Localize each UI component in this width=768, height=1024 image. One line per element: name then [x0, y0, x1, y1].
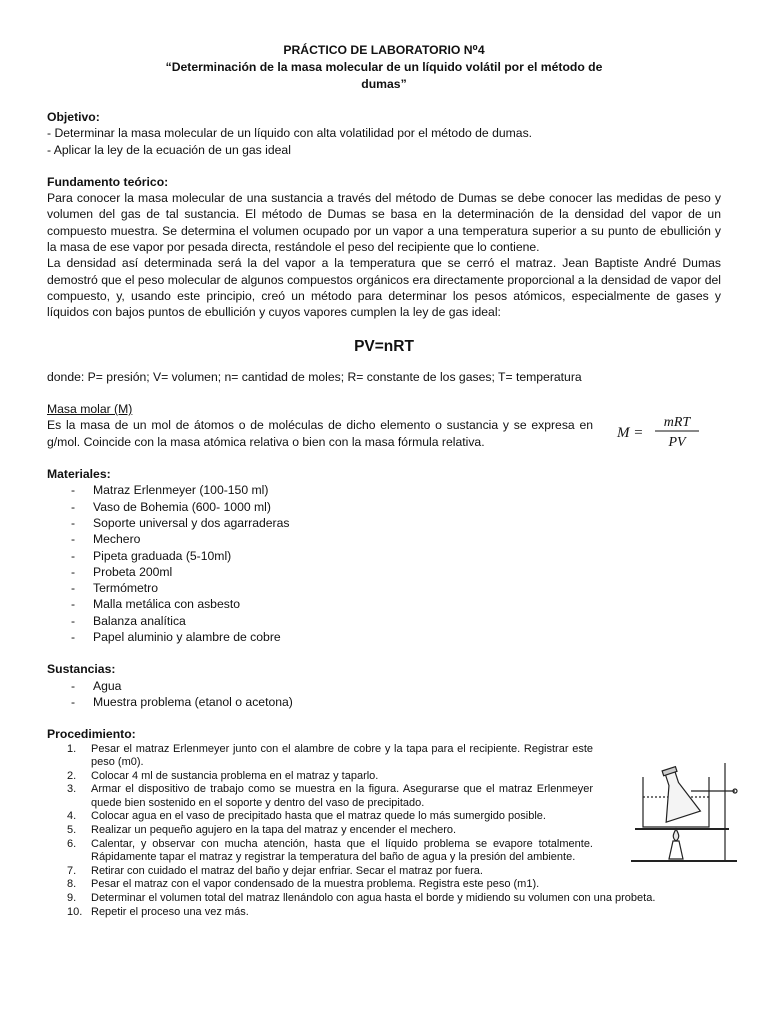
list-item: - Soporte universal y dos agarraderas [71, 515, 290, 530]
ideal-gas-formula: PV=nRT [354, 337, 414, 355]
burner [669, 841, 683, 859]
list-item: 1. Pesar el matraz Erlenmeyer junto con el alambre de cobre y la tapa para el recipiente. Registrar este peso (m0). [67, 742, 593, 769]
list-item: 6. Calentar, y observar con mucha atención, hasta que el líquido problema se evapore totalmente. Rápidamente tapar el matraz y registrar la temperatura del baño de agua y la presión del ambiente. [67, 837, 593, 864]
dash-bullet: - [71, 581, 76, 596]
materiales-list [47, 482, 721, 645]
objetivo-item: - Aplicar la ley de la ecuación de un gas ideal [47, 142, 291, 157]
apparatus-figure [629, 757, 739, 867]
list-item: 9. Determinar el volumen total del matraz llenándolo con agua hasta el borde y midiendo su volumen con una probeta. [67, 892, 656, 905]
dash-bullet: - [71, 548, 76, 563]
list-item: - Probeta 200ml [71, 564, 173, 579]
dash-bullet: - [71, 630, 76, 645]
equation-left: M = [617, 425, 644, 442]
list-item: - Agua [71, 678, 122, 693]
dash-bullet: - [71, 597, 76, 612]
procedimiento-section [47, 743, 721, 920]
fundamento-heading: Fundamento teórico: [47, 174, 169, 189]
list-item: - Balanza analítica [71, 613, 186, 628]
masa-molar-heading: Masa molar (M) [47, 402, 133, 417]
dash-bullet: - [71, 515, 76, 530]
list-item: 3. Armar el dispositivo de trabajo como se muestra en la figura. Asegurarse que el matraz Erlenmeyer quede bien sostenido en el soporte y dentro del vaso de precipitado. [67, 783, 593, 809]
flame [673, 829, 678, 841]
list-item: 4. Colocar agua en el vaso de precipitado hasta que el matraz quede lo más sumergido posible. [67, 810, 546, 823]
materiales-heading: Materiales: [47, 467, 111, 482]
objetivo-heading: Objetivo: [47, 110, 100, 124]
list-item: 5. Realizar un pequeño agujero en la tapa del matraz y encender el mechero. [67, 824, 457, 837]
dash-bullet: - [71, 499, 76, 514]
procedimiento-list [47, 743, 721, 920]
list-item: - Muestra problema (etanol o acetona) [71, 694, 293, 709]
list-item: - Matraz Erlenmeyer (100-150 ml) [71, 483, 269, 498]
objetivo-item: - Determinar la masa molecular de un líquido con alta volatilidad por el método de dumas. [47, 126, 533, 141]
list-item: - Malla metálica con asbesto [71, 597, 240, 612]
masa-molar-text: Es la masa de un mol de átomos o de moléculas de dicho elemento o sustancia y se expresa en g/mol. Coincide con la masa atómica relativa o bien con la masa fórmula relativa. [47, 418, 593, 449]
fundamento-paragraph-2: La densidad así determinada será la del vapor a la temperatura que se cerró el matraz. Jean Baptiste André Dumas demostró que el peso molecular de algunos compuestos orgánicos era directamente proporcional a la densidad de vapor del compuesto, y, usando este principio, creó un método para determinar los pesos atómicos, especialmente de gases y líquidos con bajos puntos de ebullición y cuyos vapores cumplen la ley de gas ideal: [47, 256, 721, 320]
document-page [47, 42, 721, 919]
dash-bullet: - [71, 678, 76, 693]
sustancias-heading: Sustancias: [47, 662, 116, 677]
dash-bullet: - [71, 613, 76, 628]
title-line-1: PRÁCTICO DE LABORATORIO N⁰4 [283, 43, 485, 57]
erlenmeyer-flask [651, 763, 701, 822]
title-block [47, 42, 721, 93]
list-item: 10. Repetir el proceso una vez más. [67, 905, 249, 918]
list-item: - Papel aluminio y alambre de cobre [71, 630, 281, 645]
title-line-2: “Determinación de la masa molecular de un líquido volátil por el método de [165, 60, 603, 74]
dash-bullet: - [71, 564, 76, 579]
dash-bullet: - [71, 694, 76, 709]
list-item: - Mechero [71, 532, 141, 547]
procedimiento-heading: Procedimiento: [47, 727, 136, 742]
list-item: - Termómetro [71, 581, 159, 596]
list-item: - Vaso de Bohemia (600- 1000 ml) [71, 499, 271, 514]
equation-denominator: PV [668, 435, 686, 451]
dash-bullet: - [71, 483, 76, 498]
equation-numerator: mRT [663, 415, 691, 431]
list-item: 7. Retirar con cuidado el matraz del baño y dejar enfriar. Secar el matraz por fuera. [67, 864, 483, 877]
masa-molar-section [47, 401, 721, 450]
fundamento-paragraph-1: Para conocer la masa molecular de una sustancia a través del método de Dumas se debe conocer las medidas de peso y volumen del gas de tal sustancia. El método de Dumas se basa en la determinación de la densidad del vapor de un compuesto muestra. Se determina el volumen ocupado por un vapor a una temperatura superior a su punto de ebullición y la masa de ese vapor por pesada directa, restándole el peso del recipiente que lo contiene. [47, 191, 721, 255]
list-item: - Pipeta graduada (5-10ml) [71, 548, 232, 563]
molar-mass-equation [615, 411, 715, 451]
formula-legend: donde: P= presión; V= volumen; n= cantidad de moles; R= constante de los gases; T= temperatura [47, 369, 582, 384]
list-item: 2. Colocar 4 ml de sustancia problema en el matraz y taparlo. [67, 769, 379, 782]
title-line-3: dumas” [361, 77, 407, 91]
list-item: 8. Pesar el matraz con el vapor condensado de la muestra problema. Registra este peso (m1). [67, 878, 540, 891]
sustancias-list [47, 678, 721, 711]
dash-bullet: - [71, 532, 76, 547]
